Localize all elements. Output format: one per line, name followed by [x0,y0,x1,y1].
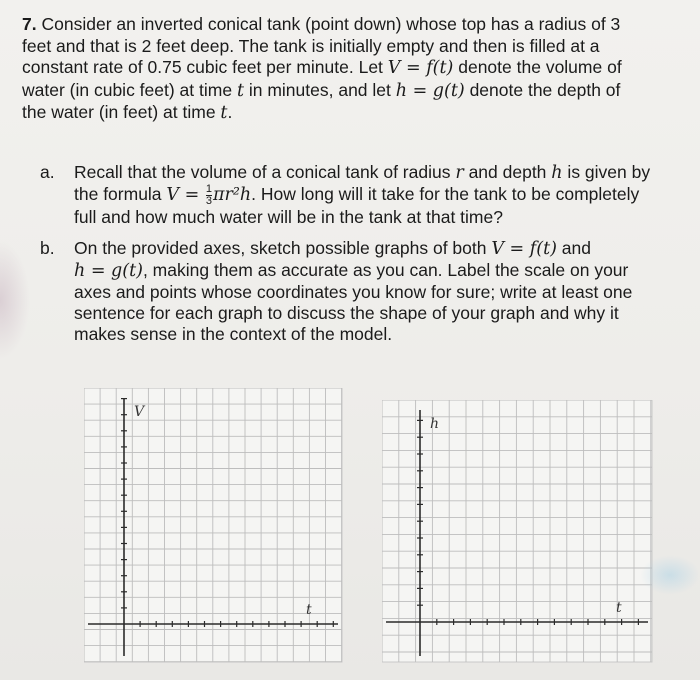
problem-text: denote the volume of [453,57,622,77]
part-label: a. [40,162,55,182]
problem-line: feet and that is 2 feet deep. The tank is initially empty and then is filled at a [22,35,600,56]
problem-text: the water (in feet) at time [22,102,221,122]
problem-text: constant rate of 0.75 cubic feet per minute. Let [22,57,388,77]
x-axis-label: t [306,602,312,618]
problem-parts [40,162,680,355]
math-variable: r [455,163,464,183]
problem-line [22,14,672,36]
fraction-denominator: 3 [205,195,212,207]
fraction-numerator: 1 [205,183,212,195]
problem-line [22,57,672,80]
part-line [74,238,680,260]
part-label: b. [40,238,55,258]
fraction [206,184,212,207]
problem-text: Consider an inverted conical tank (point down) whose top has a radius of 3 [41,14,621,34]
math-variable: t [220,103,228,123]
volume-graph-axes[interactable] [84,388,344,664]
part-text: is given by [562,162,651,182]
part-line: axes and points whose coordinates you know for sure; write at least one [74,282,633,302]
part-line [74,184,680,207]
x-axis-label: t [616,600,622,616]
problem-number: 7. [22,14,37,34]
math-variable: V [166,185,180,206]
problem-text: in minutes, and let [244,79,396,100]
photo-glare [640,555,700,595]
problem-line [22,102,672,125]
part-text: , making them as accurate as you can. Label the scale on your [142,260,629,280]
problem-statement [22,14,672,125]
part-text: and depth [463,162,552,182]
math-expression: πr²h [212,185,252,206]
math-expression: V = f(t) [491,239,557,259]
math-operator: = [179,185,205,206]
part-line: full and how much water will be in the tank at that time? [74,207,503,227]
math-expression: h = g(t) [74,261,143,281]
part-text: Recall that the volume of a conical tank of radius [74,162,456,182]
problem-text: denote the depth of [464,79,621,100]
problem-text: water (in cubic feet) at time [22,79,237,100]
photo-shadow [0,240,30,360]
part-text: the formula [74,184,167,205]
part-b [40,238,680,345]
depth-graph[interactable] [382,400,654,664]
part-line [74,260,680,282]
math-expression: V = f(t) [387,58,454,78]
problem-text: . [227,102,233,122]
part-line: sentence for each graph to discuss the shape of your graph and why it [74,303,619,323]
part-text: On the provided axes, sketch possible graphs of both [74,238,492,258]
part-line: makes sense in the context of the model. [74,324,393,344]
part-a [40,162,680,228]
depth-graph-axes[interactable] [382,400,654,664]
math-variable: t [236,80,244,101]
math-expression: h = g(t) [395,80,465,101]
part-text: . How long will it take for the tank to be completely [251,184,640,205]
part-line [74,162,680,184]
math-variable: h [551,163,563,183]
y-axis-label: h [430,416,440,432]
volume-graph[interactable] [84,388,344,664]
problem-line [22,80,672,103]
y-axis-label: V [134,404,145,420]
part-text: and [556,238,591,258]
